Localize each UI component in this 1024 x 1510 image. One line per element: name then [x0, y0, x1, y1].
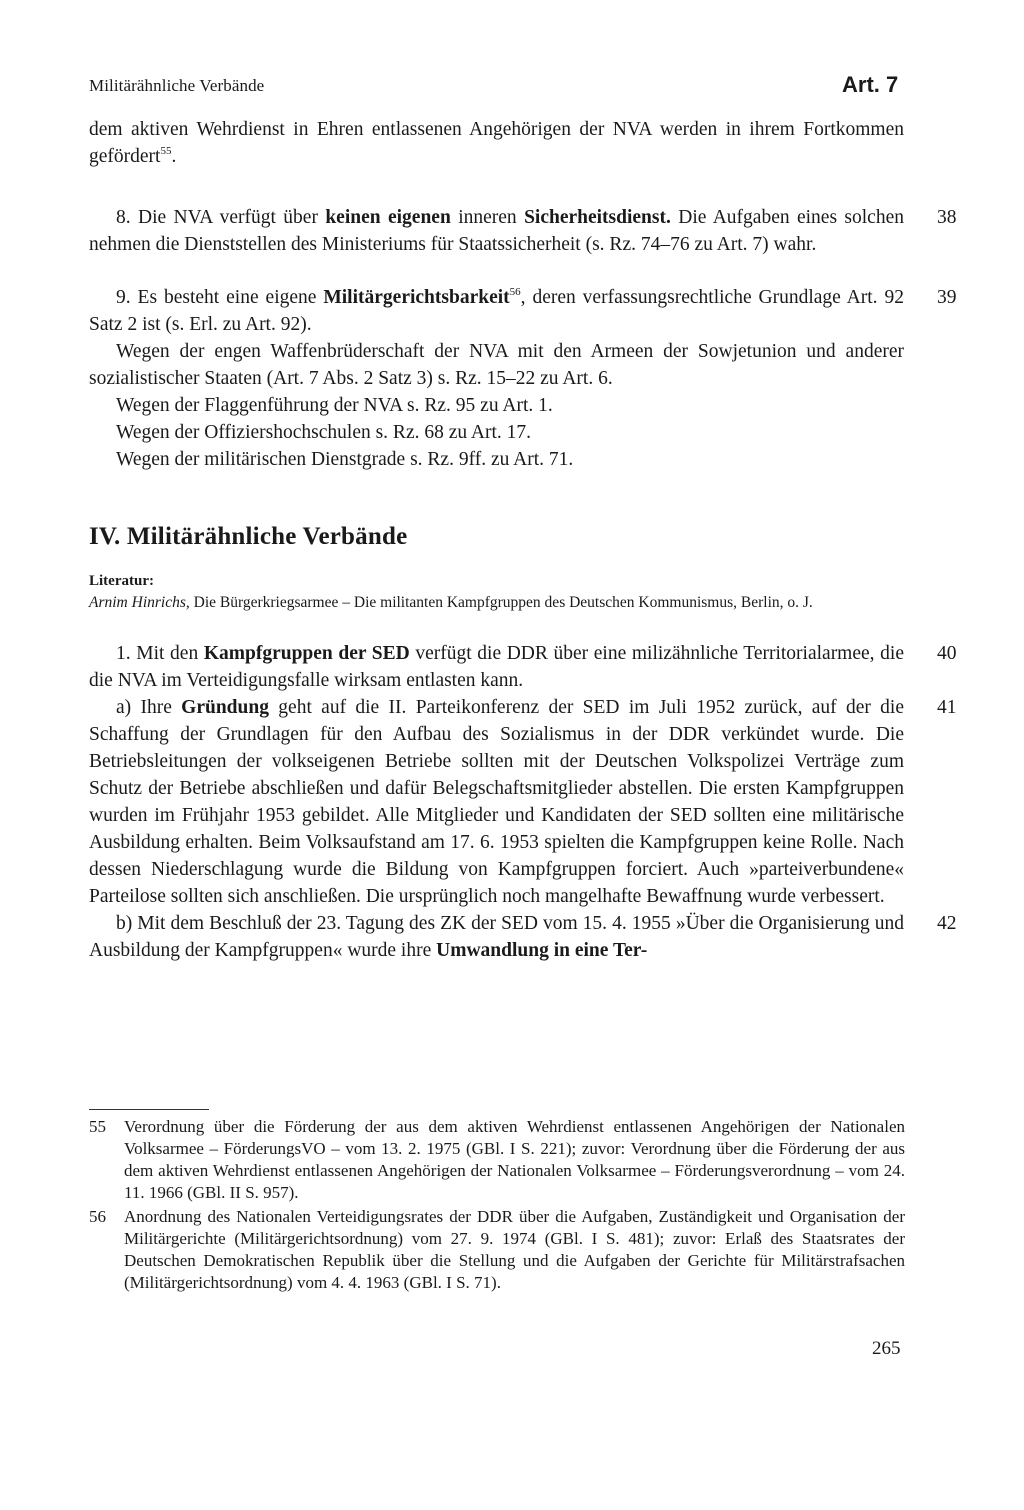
margin-number: 42 — [937, 913, 957, 934]
footnotes — [89, 1116, 905, 1296]
cross-reference: Wegen der engen Waffenbrüderschaft der NVA mit den Armeen der Sowjetunion und anderer sozialistischer Staaten (Art. 7 Abs. 2 Satz 3) s. Rz. 15–22 zu Art. 6. — [89, 341, 904, 389]
paragraph-rz-39: 9. Es besteht eine eigene Militärgerichtsbarkeit$^{56}$, deren verfassungsrechtliche Grundlage Art. 92 Satz 2 ist (s. Erl. zu Art. 92). 39 — [89, 286, 957, 335]
footnote-55: 55 Verordnung über die Förderung der aus dem aktiven Wehrdienst entlassenen Angehörigen der Nationalen Volksarmee – FörderungsVO – vom 13. 2. 1975 (GBl. I S. 221); zuvor: Verordnung über die Förderung der aus dem aktiven Wehrdienst entlassenen Angehörigen der Nationalen Volksarmee – Förderungsverordnung – vom 24. 11. 1966 (GBl. II S. 957). — [89, 1117, 905, 1202]
page-number: 265 — [872, 1338, 901, 1359]
literature-entry: Arnim Hinrichs, Die Bürgerkriegsarmee – Die militanten Kampfgruppen des Deutschen Kommunismus, Berlin, o. J. — [89, 594, 813, 611]
article-number: Art. 7 — [842, 72, 899, 97]
cross-reference: Wegen der Flaggenführung der NVA s. Rz. 95 zu Art. 1. — [116, 395, 553, 416]
running-title: Militärähnliche Verbände — [89, 76, 265, 95]
paragraph-rz-40: 1. Mit den Kampfgruppen der SED verfügt die DDR über eine milizähnliche Territorialarmee, die die NVA im Verteidigungsfalle wirksam entlasten kann. 40 — [89, 640, 904, 694]
margin-number: 40 — [937, 643, 957, 664]
cross-reference: Wegen der Offiziershochschulen s. Rz. 68 zu Art. 17. — [116, 422, 532, 443]
margin-number: 39 — [937, 287, 957, 308]
main-text — [89, 116, 957, 964]
cross-reference: Wegen der militärischen Dienstgrade s. Rz. 9ff. zu Art. 71. — [116, 449, 574, 470]
margin-number: 41 — [937, 697, 957, 718]
section-heading: IV. Militärähnliche Verbände — [89, 523, 408, 550]
footnote-ref-56[interactable]: 56 — [509, 286, 521, 298]
footnote-number: 56 — [89, 1207, 106, 1226]
paragraph-rz-38: 8. Die NVA verfügt über keinen eigenen inneren Sicherheitsdienst. Die Aufgaben eines solchen nehmen die Dienststellen des Ministeriums für Staatssicherheit (s. Rz. 74–76 zu Art. 7) wahr. 38 — [89, 204, 904, 258]
margin-number: 38 — [937, 207, 957, 228]
footnote-ref-55[interactable]: 55 — [160, 145, 172, 157]
continued-paragraph: dem aktiven Wehrdienst in Ehren entlassenen Angehörigen der NVA werden in ihrem Fortkommen gefördert$^{55}$. — [89, 119, 904, 167]
footnote-number: 55 — [89, 1117, 106, 1136]
footnote-56: 56 Anordnung des Nationalen Verteidigungsrates der DDR über die Aufgaben, Zuständigkeit und Organisation der Militärgerichte (Militärgerichtsordnung) vom 27. 9. 1974 (GBl. I S. 481); zuvor: Erlaß des Staatsrates der Deutschen Demokratischen Republik über die Stellung und die Aufgaben der Gerichte für Militärstrafsachen (Militärgerichtsordnung) vom 4. 4. 1963 (GBl. I S. 71). — [89, 1207, 905, 1292]
paragraph-rz-42: b) Mit dem Beschluß der 23. Tagung des ZK der SED vom 15. 4. 1955 »Über die Organisierung und Ausbildung der Kampfgruppen« wurde ihre Umwandlung in eine Ter- 42 — [89, 910, 904, 964]
paragraph-rz-41: a) Ihre Gründung geht auf die II. Parteikonferenz der SED im Juli 1952 zurück, auf der die Schaffung der Grundlagen für den Aufbau des Sozialismus in der DDR verkündet wurde. Die Betriebsleitungen der volkseigenen Betriebe sollten mit der Deutschen Volkspolizei Verträge zum Schutz der Betriebe abschließen und dafür Belegschaftsmitglieder abstellen. Die ersten Kampfgruppen wurden im Frühjahr 1953 gebildet. Alle Mitglieder und Kandidaten der SED sollten eine militärische Ausbildung erhalten. Beim Volksaufstand am 17. 6. 1953 spielten die Kampfgruppen keine Rolle. Nach dessen Niederschlagung wurde die Bildung von Kampfgruppen forciert. Auch »parteiverbundene« Parteilose sollten sich anschließen. Die ursprünglich noch mangelhafte Bewaffnung wurde verbessert. 41 — [89, 694, 904, 910]
literature-author: Arnim Hinrichs, — [89, 594, 190, 611]
literature-heading: Literatur: — [89, 573, 154, 589]
footnote-separator — [89, 1109, 209, 1110]
